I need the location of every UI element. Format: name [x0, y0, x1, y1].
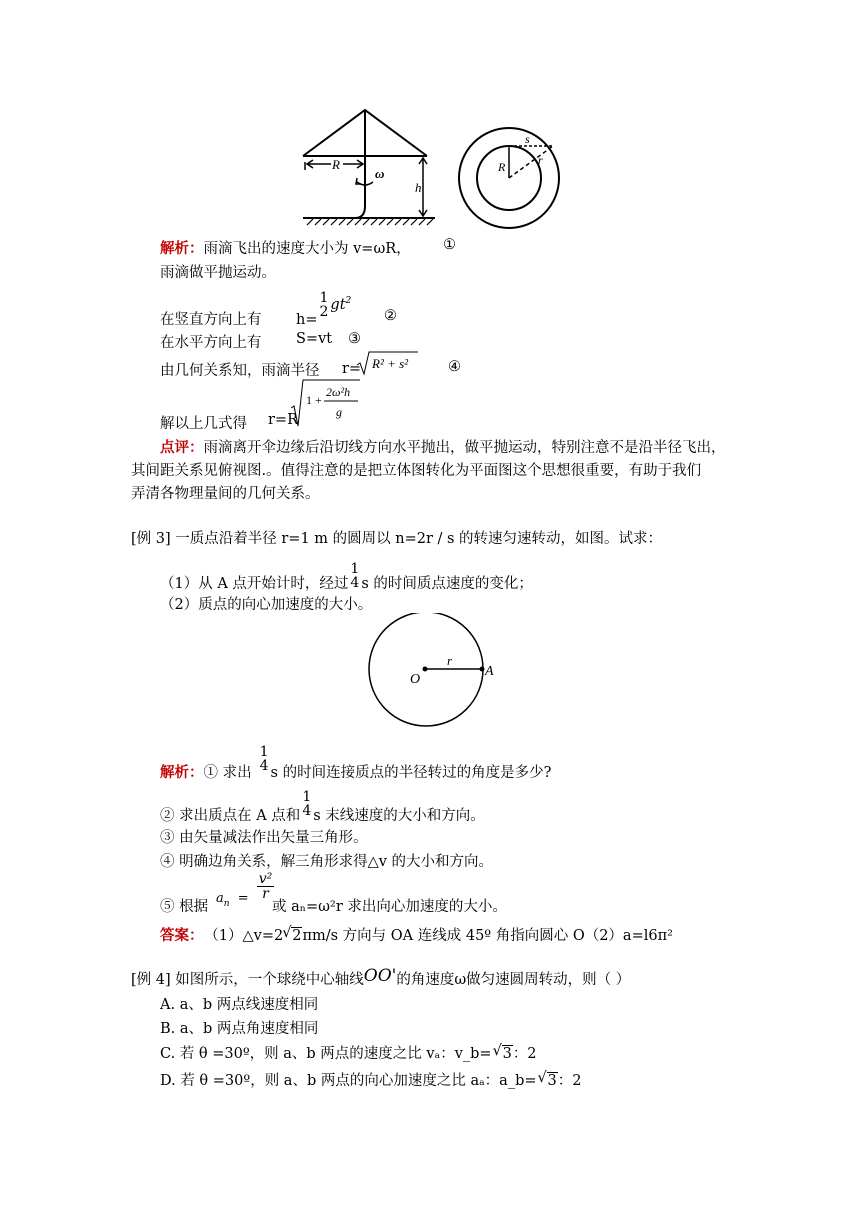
an-eq: =	[237, 891, 249, 906]
ex4-option-A: A. a、b 两点线速度相同	[160, 997, 319, 1013]
sqrt2-val: 2	[292, 928, 302, 944]
comment-label: 点评：	[160, 439, 204, 456]
ex3-step2	[160, 789, 485, 824]
ex2-solve-eq: r=R	[268, 412, 298, 428]
quarter-num-s1: 1	[259, 744, 269, 760]
an-sub: n	[223, 898, 230, 909]
comment-line1-text: 雨滴离开伞边缘后沿切线方向水平抛出，做平抛运动，特别注意不是沿半径飞出，	[203, 440, 726, 456]
ex2-line2: 雨滴做平抛运动。	[160, 265, 276, 281]
sqrt2-sign-icon: √	[282, 925, 292, 941]
optC-sqrt-val: 3	[502, 1046, 512, 1062]
circle-A-label: A	[485, 664, 494, 679]
sqrt-solution	[290, 378, 360, 428]
quarter-num-s2: 1	[302, 789, 312, 805]
ex2-vertical-prefix: 在竖直方向上有	[160, 312, 262, 328]
answer-label: 答案：	[160, 927, 204, 944]
quarter-den: 4	[350, 575, 360, 591]
optC-sqrt-sign-icon: √	[492, 1043, 502, 1059]
circle-r-label: r	[447, 653, 453, 668]
ex2-mark-1: ①	[443, 237, 456, 253]
an-a: a	[216, 891, 224, 906]
ex3-title: [例 3] 一质点沿着半径 r=1 m 的圆周以 n=2r / s 的转速匀速转动，如图。试求：	[131, 531, 663, 547]
half-den: 2	[319, 304, 329, 320]
half-num: 1	[319, 290, 329, 306]
answer-p2: πm/s 方向与 OA 连线成 45º 角指向圆心 O（2）a=l6π²	[302, 928, 673, 944]
optC-sqrt	[492, 1043, 513, 1062]
s1-prefix: ① 求出	[203, 765, 252, 781]
quarter-den-s1: 4	[259, 758, 269, 774]
ex2-comment-line3: 弄清各物理量间的几何关系。	[131, 486, 320, 502]
ex3-answer	[160, 924, 673, 945]
ring-top-view-diagram	[455, 124, 565, 232]
ex2-mark-4: ④	[448, 359, 461, 375]
solve-num: 2ω²h	[326, 385, 351, 399]
ex2-geometry-prefix: 由几何关系知，雨滴半径	[160, 363, 320, 379]
optC-prefix: C. 若 θ =30º，则 a、b 两点的速度之比 vₐ：v_b=	[160, 1046, 492, 1062]
ex2-horizontal-prefix: 在水平方向上有	[160, 335, 262, 351]
ex3-step4: ④ 明确边角关系，解三角形求得△v 的大小和方向。	[160, 854, 494, 870]
s1-suffix: s 的时间连接质点的半径转过的角度是多少?	[270, 765, 552, 781]
ex2-geometry-eq: r=	[342, 361, 362, 377]
s2-suffix: s 末线速度的大小和方向。	[313, 808, 485, 824]
h-eq: h=	[296, 312, 318, 328]
ex3-step5	[160, 873, 209, 915]
ex3-jiexi-label: 解析：	[160, 764, 204, 781]
ex4-option-D	[160, 1069, 581, 1090]
q1-suffix: s 的时间质点速度的变化；	[361, 576, 533, 592]
ex2-comment-line1	[160, 436, 726, 457]
ex3-step3: ③ 由矢量减法作出矢量三角形。	[160, 830, 368, 846]
q1-prefix: （1）从 A 点开始计时，经过	[160, 576, 349, 592]
an-formula	[216, 871, 274, 909]
ex2-line1	[160, 237, 411, 258]
umbrella-h-label: h	[415, 180, 422, 195]
ex4-title	[131, 968, 630, 989]
ex2-comment-line2: 其间距关系见俯视图.。值得注意的是把立体图转化为平面图这个思想很重要，有助于我们	[131, 463, 702, 479]
geom-radicand: R² + s²	[372, 356, 409, 371]
v2-num: v²	[258, 871, 273, 887]
ex4-title-suffix: 的角速度ω做匀速圆周转动，则（ ）	[396, 972, 631, 988]
optD-sqrt-sign-icon: √	[537, 1070, 547, 1086]
quarter-fraction-q1	[348, 562, 361, 590]
circle-O-label: O	[410, 672, 421, 687]
solve-one: 1 +	[306, 393, 322, 407]
gt2	[330, 297, 351, 313]
ex3-step5-suffix: 或 aₙ=ω²r 求出向心加速度的大小。	[272, 899, 507, 915]
omega-label: ω	[375, 166, 385, 181]
quarter-fraction-s2	[300, 790, 313, 818]
quarter-den-s2: 4	[302, 803, 312, 819]
ex4-option-C	[160, 1042, 537, 1063]
ex4-axis: OO'	[363, 966, 397, 986]
jiexi-label: 解析：	[160, 240, 204, 257]
sqrt-R2-s2	[356, 350, 418, 376]
ex2-solve-prefix: 解以上几式得	[160, 416, 247, 432]
umbrella-R-label: R	[332, 157, 340, 172]
s2-prefix: ② 求出质点在 A 点和	[160, 808, 301, 824]
ex2-mark-2: ②	[384, 308, 397, 324]
optD-suffix: ：2	[557, 1073, 582, 1089]
quarter-num: 1	[350, 561, 360, 577]
sqrt2	[282, 925, 302, 944]
optC-suffix: ：2	[512, 1046, 537, 1062]
ring-R-label: R	[498, 160, 506, 174]
optD-prefix: D. 若 θ =30º，则 a、b 两点的向心加速度之比 aₐ：a_b=	[160, 1073, 537, 1089]
s5-prefix: ⑤ 根据	[160, 899, 209, 915]
quarter-fraction-s1	[258, 745, 271, 773]
solve-den: g	[336, 405, 342, 419]
optD-sqrt	[537, 1070, 558, 1089]
ring-s-label: s	[525, 132, 530, 146]
ring-r-label: r	[538, 153, 543, 167]
ex4-title-prefix: [例 4] 如图所示，一个球绕中心轴线	[131, 972, 364, 988]
ex3-step1	[160, 744, 552, 781]
half-fraction	[318, 291, 331, 319]
ex2-mark-3: ③	[348, 331, 361, 347]
circle-OA-diagram	[364, 613, 498, 731]
ex2-horizontal-eq: S=vt	[296, 331, 333, 347]
gt: gt	[330, 297, 346, 313]
ex3-q2: （2）质点的向心加速度的大小。	[160, 597, 373, 613]
r-den: r	[257, 886, 275, 901]
ex4-option-B: B. a、b 两点角速度相同	[160, 1021, 319, 1037]
ex2-line1-text: 雨滴飞出的速度大小为 v=ωR，	[203, 241, 411, 257]
answer-p1: （1）△v=2	[211, 928, 284, 944]
ex2-vertical-eq	[296, 285, 352, 328]
umbrella-diagram	[295, 106, 445, 228]
gt-exp: 2	[345, 296, 352, 307]
optD-sqrt-val: 3	[547, 1073, 557, 1089]
